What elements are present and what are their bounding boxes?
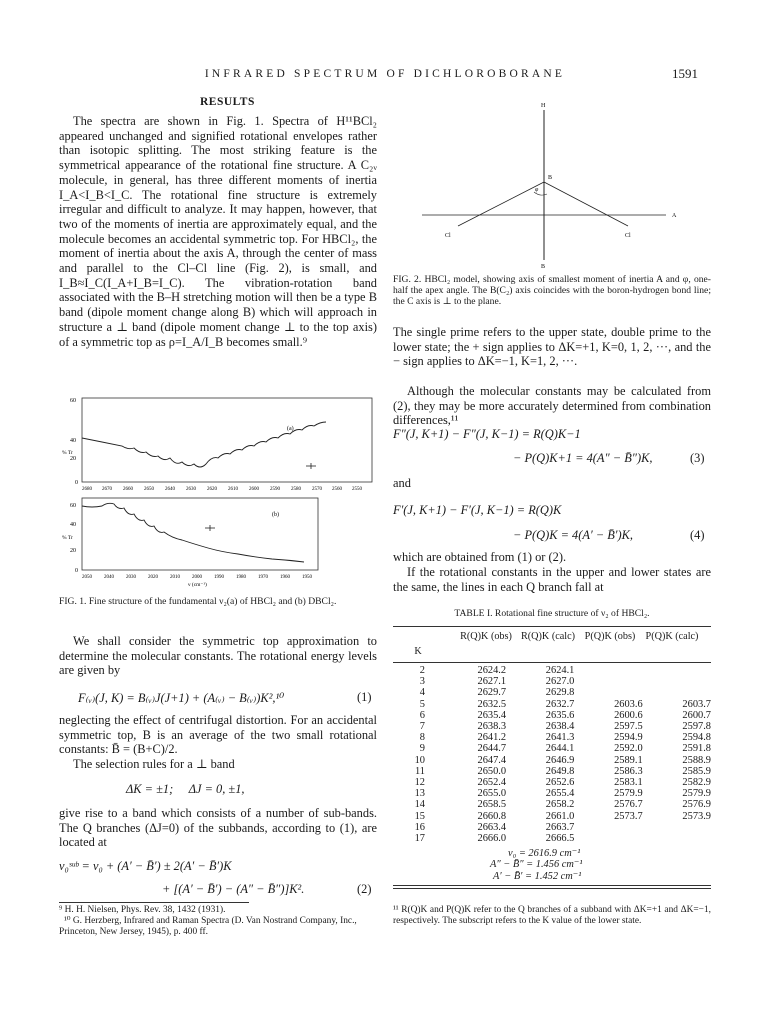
- table-cell: 5: [419, 698, 425, 710]
- table-row: [393, 732, 711, 743]
- label-B-top: B: [548, 175, 553, 181]
- table-header-rq-obs: R(Q)K (obs): [460, 631, 512, 642]
- figure-2: [420, 96, 706, 270]
- table-row: [393, 665, 711, 676]
- table-cell: 2579.9: [614, 788, 643, 800]
- left-paragraph-3: neglecting the effect of centrifugal distortion. For an accidental symmetric top, B is an average of the two small rotational constants: B̄ = (B+C)/2.: [59, 713, 377, 757]
- table-cell: 2579.9: [682, 788, 711, 800]
- table-row: [393, 777, 711, 788]
- table-row: [393, 721, 711, 732]
- equation-1-number: (1): [357, 690, 372, 704]
- table-cell: 2576.9: [682, 799, 711, 811]
- xtick-b-6: 1990: [214, 575, 224, 580]
- table-cell: 2583.1: [614, 777, 643, 789]
- table-cell: 7: [419, 721, 425, 733]
- xtick-b-0: 2050: [82, 575, 92, 580]
- panel-b-label: (b): [272, 512, 279, 518]
- label-phi: φ: [535, 187, 539, 193]
- ylabel-a: % Tr: [62, 450, 73, 456]
- table-cell: 2627.0: [545, 676, 575, 688]
- table-cell: 2660.8: [477, 810, 507, 822]
- spectrum-b-trace: [82, 503, 304, 562]
- xtick-a-10: 2580: [291, 487, 301, 492]
- xtick-a-13: 2550: [352, 487, 362, 492]
- ytick-a-0: 0: [75, 480, 78, 486]
- table-cell: 2624.2: [477, 665, 507, 676]
- table-row: [393, 755, 711, 766]
- xtick-a-1: 2670: [102, 487, 112, 492]
- table-constant-upper: A′ − B̄′ = 1.452 cm⁻¹: [493, 871, 582, 882]
- xtick-b-3: 2020: [148, 575, 158, 580]
- table-cell: 2629.7: [477, 687, 507, 699]
- equation-2-line-1: ν₀ˢᵘᵇ = ν₀ + (A′ − B̄′) ± 2(A′ − B̄′)K: [59, 859, 232, 873]
- equation-3-number: (3): [690, 451, 705, 465]
- table-cell: 2652.6: [545, 777, 575, 789]
- table-cell: 2666.0: [477, 833, 507, 845]
- xtick-a-9: 2590: [270, 487, 280, 492]
- xtick-a-8: 2600: [249, 487, 259, 492]
- table-cell: [574, 822, 642, 833]
- table-header-rule: [393, 662, 711, 663]
- table-cell: 2663.7: [545, 821, 575, 833]
- table-cell: 2641.2: [477, 732, 507, 744]
- table-cell: 2644.1: [545, 743, 575, 755]
- table-cell: 2638.4: [545, 721, 575, 733]
- xtick-a-2: 2660: [123, 487, 133, 492]
- left-paragraph-4: The selection rules for a ⊥ band: [73, 757, 235, 771]
- table-cell: 11: [414, 765, 425, 777]
- ytick-b-40: 40: [70, 522, 76, 528]
- table-constant-nu0: ν₀ = 2616.9 cm⁻¹: [508, 848, 581, 859]
- equation-3-line-2: − P(Q)K+1 = 4(A″ − B̄″)K,: [513, 451, 653, 465]
- table-cell: [643, 676, 711, 687]
- xtick-a-11: 2570: [312, 487, 322, 492]
- table-cell: 10: [414, 754, 425, 766]
- xtick-a-3: 2650: [144, 487, 154, 492]
- table-row: [393, 766, 711, 777]
- page-number: 1591: [672, 66, 698, 81]
- table-cell: 2594.9: [614, 732, 643, 744]
- label-A: A: [672, 213, 677, 219]
- table-cell: 2652.4: [477, 777, 507, 789]
- table-header-rq-calc: R(Q)K (calc): [520, 631, 576, 642]
- table-cell: 13: [414, 788, 425, 800]
- label-B-bottom: B: [541, 264, 546, 270]
- table-cell: 14: [414, 799, 425, 811]
- table-cell: 2650.0: [477, 765, 507, 777]
- table-cell: 2582.9: [682, 777, 711, 789]
- table-row: [393, 799, 711, 810]
- figure-1-caption: FIG. 1. Fine structure of the fundamental ν₂(a) of HBCl₂ and (b) DBCl₂.: [59, 596, 337, 607]
- table-cell: 2597.5: [614, 721, 643, 733]
- table-cell: [643, 822, 711, 833]
- and-word: and: [393, 476, 411, 490]
- ytick-b-60: 60: [70, 503, 76, 509]
- panel-a-label: (a): [287, 426, 294, 432]
- table-cell: 2638.3: [477, 721, 507, 733]
- table-bottom-rule-2: [393, 888, 711, 889]
- xtick-b-7: 1980: [236, 575, 246, 580]
- table-row: [393, 811, 711, 822]
- xtick-a-7: 2610: [228, 487, 238, 492]
- table-cell: [574, 665, 642, 676]
- table-row: [393, 676, 711, 687]
- table-cell: 8: [419, 732, 425, 744]
- table-cell: [643, 687, 711, 698]
- right-paragraph-4: If the rotational constants in the upper and lower states are the same, the lines in each Q branch fall at: [393, 565, 711, 594]
- table-cell: 2589.1: [614, 754, 643, 766]
- table-cell: 2655.0: [477, 788, 507, 800]
- ylabel-b: % Tr: [62, 535, 73, 541]
- table-row: [393, 699, 711, 710]
- equation-4-line-2: − P(Q)K = 4(A′ − B̄′)K,: [513, 528, 633, 542]
- table-cell: 2627.1: [477, 676, 507, 688]
- table-cell: 2597.8: [682, 721, 711, 733]
- xtick-a-0: 2680: [82, 487, 92, 492]
- left-paragraph-1: The spectra are shown in Fig. 1. Spectra of H¹¹BCl₂ appeared unchanged and signified rotational envelopes rather than isotopic splitting. The most striking feature is the symmetrical appearance of the rotational fine structure. A C₂ᵥ molecule, in general, has three different moments of inertia I_A<I_B<I_C. The rotational fine structure is extremely irregular and difficult to analyze. It may happen, however, that two of the moments of inertia are approximately equal, and the molecule becomes an accidental symmetric top. For HBCl₂, the moment of inertia about the axis A, through the center of mass and parallel to the Cl–Cl line (Fig. 2), is small, and I_B≈I_C(I_A+I_B=I_C). The vibration-rotation band associated with the B–H stretching motion will then be a type B band (dipole moment change along B) which will approach in structure a ⊥ band (dipole moment change ⊥ to the top axis) of a symmetric top as ρ=I_A/I_B becomes small.⁹: [59, 114, 377, 349]
- section-heading: RESULTS: [200, 96, 255, 108]
- table-cell: [574, 687, 642, 698]
- table-cell: 2624.1: [545, 665, 575, 676]
- xtick-b-10: 1950: [302, 575, 312, 580]
- table-cell: 2: [419, 665, 425, 676]
- table-cell: 2586.3: [614, 765, 643, 777]
- xtick-b-8: 1970: [258, 575, 268, 580]
- table-constant-lower: A″ − B̄″ = 1.456 cm⁻¹: [490, 859, 583, 870]
- left-paragraph-2: We shall consider the symmetric top approximation to determine the molecular constants. The rotational energy levels are given by: [59, 634, 377, 678]
- table-cell: 2666.5: [545, 833, 575, 845]
- fig1-panel-a: [62, 398, 372, 492]
- equation-2-number: (2): [357, 882, 372, 896]
- right-paragraph-2: Although the molecular constants may be calculated from (2), they may be more accurately determined from combination differences,¹¹: [393, 384, 711, 428]
- table-cell: 2600.7: [682, 709, 711, 721]
- xtick-b-2: 2030: [126, 575, 136, 580]
- xtick-b-1: 2040: [104, 575, 114, 580]
- table-title: TABLE I. Rotational fine structure of ν₂ of HBCl₂.: [454, 608, 650, 619]
- table-cell: 4: [419, 687, 425, 699]
- table-cell: 2585.9: [682, 765, 711, 777]
- table-cell: [643, 833, 711, 844]
- table-cell: 6: [419, 709, 425, 721]
- left-paragraph-5: give rise to a band which consists of a number of sub-bands. The Q branches (ΔJ=0) of the subbands, according to (1), are located at: [59, 806, 377, 850]
- table-row: [393, 743, 711, 754]
- ytick-a-60: 60: [70, 398, 76, 404]
- table-cell: 2573.9: [682, 810, 711, 822]
- ytick-a-20: 20: [70, 456, 76, 462]
- equation-1: F₍ᵥ₎(J, K) = B₍ᵥ₎J(J+1) + (A₍ᵥ₎ − B₍ᵥ₎)K²,¹⁰: [78, 691, 285, 705]
- xtick-a-6: 2620: [207, 487, 217, 492]
- table-cell: 2661.0: [545, 810, 575, 822]
- right-paragraph-1: The single prime refers to the upper state, double prime to the lower state; the + sign applies to ΔK=+1, K=0, 1, 2, ···, and the − sign applies to ΔK=−1, K=1, 2, ···.: [393, 325, 711, 369]
- table-cell: 17: [414, 833, 425, 845]
- left-footnote-rule: [59, 902, 249, 903]
- table-cell: 2647.4: [477, 754, 507, 766]
- table-cell: 2594.8: [682, 732, 711, 744]
- table-bottom-rule: [393, 885, 711, 886]
- table-cell: 2632.5: [477, 698, 507, 710]
- xtick-b-4: 2010: [170, 575, 180, 580]
- ytick-b-20: 20: [70, 548, 76, 554]
- xtick-b-9: 1960: [280, 575, 290, 580]
- equation-4-number: (4): [690, 528, 705, 542]
- footnote-9: ⁹ H. H. Nielsen, Phys. Rev. 38, 1432 (1931).: [59, 905, 226, 915]
- right-paragraph-3: which are obtained from (1) or (2).: [393, 550, 567, 564]
- table-cell: 2641.3: [545, 732, 575, 744]
- table-cell: 2655.4: [545, 788, 575, 800]
- table-row: [393, 687, 711, 698]
- table-cell: 2603.7: [682, 698, 711, 710]
- table-row: [393, 788, 711, 799]
- table-cell: 2603.6: [614, 698, 643, 710]
- xtick-a-4: 2640: [165, 487, 175, 492]
- table-row: [393, 833, 711, 844]
- rotational-table: [393, 665, 711, 844]
- figure-2-caption: FIG. 2. HBCl₂ model, showing axis of smallest moment of inertia A and φ, one-half the apex angle. The B(C₂) axis coincides with the boron-hydrogen bond line; the C axis is ⊥ to the plane.: [393, 274, 711, 307]
- footnote-10: ¹⁰ G. Herzberg, Infrared and Raman Spectra (D. Van Nostrand Company, Inc., Princeton, New Jersey, 1945), p. 400 ff.: [59, 916, 357, 937]
- table-cell: 2588.9: [682, 754, 711, 766]
- running-title: INFRARED SPECTRUM OF DICHLOROBORANE: [204, 68, 566, 80]
- table-cell: 2663.4: [477, 821, 507, 833]
- table-cell: [574, 833, 642, 844]
- table-cell: 15: [414, 810, 425, 822]
- table-cell: 2600.6: [614, 709, 643, 721]
- table-cell: 16: [414, 821, 425, 833]
- footnote-11: ¹¹ R(Q)K and P(Q)K refer to the Q branches of a subband with ΔK=+1 and ΔK=−1, respectively. The subscript refers to the K value of the lower state.: [393, 905, 711, 926]
- table-row: [393, 822, 711, 833]
- fig1-panel-b: [62, 498, 318, 588]
- table-cell: 2632.7: [545, 698, 575, 710]
- table-cell: 2646.9: [545, 754, 575, 766]
- table-top-rule: [393, 626, 711, 627]
- table-cell: [643, 665, 711, 676]
- table-header-pq-calc: P(Q)K (calc): [645, 631, 699, 642]
- table-cell: 9: [419, 743, 425, 755]
- table-cell: 2576.7: [614, 799, 643, 811]
- table-cell: 2592.0: [614, 743, 643, 755]
- equation-3-line-1: F″(J, K+1) − F″(J, K−1) = R(Q)K−1: [393, 427, 581, 441]
- equation-2-line-2: + [(A′ − B̄′) − (A″ − B̄″)]K².: [162, 882, 305, 896]
- xtick-a-5: 2630: [186, 487, 196, 492]
- table-cell: 2629.8: [545, 687, 575, 699]
- label-Cl-right: Cl: [625, 233, 631, 239]
- equation-4-line-1: F′(J, K+1) − F′(J, K−1) = R(Q)K: [393, 503, 562, 517]
- xtick-b-5: 2000: [192, 575, 202, 580]
- xlabel-b: ν (cm⁻¹): [188, 582, 207, 588]
- selection-rules: ΔK = ±1; ΔJ = 0, ±1,: [126, 782, 245, 796]
- table-cell: 2649.8: [545, 765, 575, 777]
- label-Cl-left: Cl: [445, 233, 451, 239]
- table-cell: 2644.7: [477, 743, 507, 755]
- table-cell: 12: [414, 777, 425, 789]
- figure-1: [62, 394, 382, 590]
- table-cell: 2658.5: [477, 799, 507, 811]
- table-cell: 2635.6: [545, 709, 575, 721]
- table-header-k: K: [414, 646, 422, 657]
- table-cell: 3: [419, 676, 425, 688]
- table-cell: 2573.7: [614, 810, 643, 822]
- table-cell: 2658.2: [545, 799, 575, 811]
- table-row: [393, 710, 711, 721]
- label-H: H: [541, 103, 546, 109]
- xtick-a-12: 2560: [332, 487, 342, 492]
- table-cell: [574, 676, 642, 687]
- table-cell: 2635.4: [477, 709, 507, 721]
- ytick-a-40: 40: [70, 438, 76, 444]
- table-cell: 2591.8: [682, 743, 711, 755]
- table-header-pq-obs: P(Q)K (obs): [584, 631, 636, 642]
- ytick-b-0: 0: [75, 568, 78, 574]
